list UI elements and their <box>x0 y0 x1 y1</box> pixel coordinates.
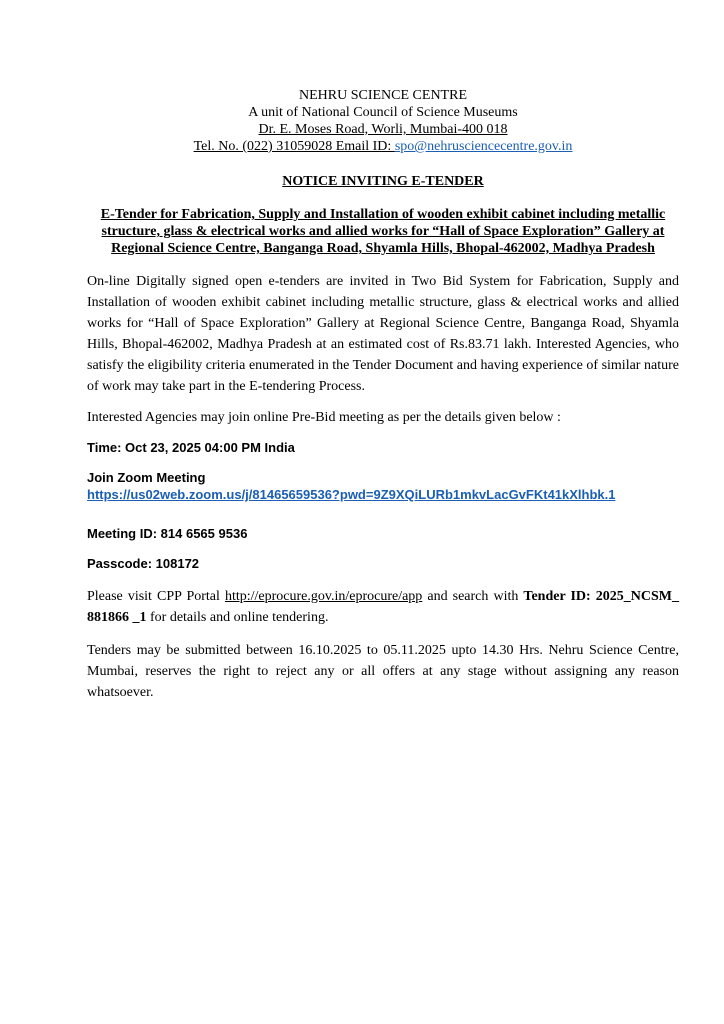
address-line: Dr. E. Moses Road, Worli, Mumbai-400 018 <box>258 122 508 137</box>
zoom-link[interactable]: https://us02web.zoom.us/j/81465659536?pwd=9Z9XQiLURb1mkvLacGvFKt41kXlhbk.1 <box>87 487 616 502</box>
meeting-passcode: Passcode: 108172 <box>87 556 200 571</box>
meeting-id: Meeting ID: 814 6565 9536 <box>87 526 248 541</box>
document-page <box>87 87 679 703</box>
unit-line: A unit of National Council of Science Museums <box>248 105 518 120</box>
cpp-prefix: Please visit CPP Portal <box>87 589 225 604</box>
tender-id: Tender ID: 2025_NCSM_ 881866 _1 <box>87 589 679 625</box>
cpp-paragraph <box>87 586 679 628</box>
cpp-suffix: for details and online tendering. <box>146 610 329 625</box>
meeting-time: Time: Oct 23, 2025 04:00 PM India <box>87 440 295 455</box>
cpp-portal-link[interactable]: http://eprocure.gov.in/eprocure/app <box>224 589 423 604</box>
notice-title: NOTICE INVITING E-TENDER <box>282 174 484 189</box>
letterhead <box>87 87 679 155</box>
tender-subject: E-Tender for Fabrication, Supply and Installation of wooden exhibit cabinet including metallic structure, glass & electrical works and allied works for “Hall of Space Exploration” Gallery at Regional Science Centre, Banganga Road, Shyamla Hills, Bhopal-462002, Madhya Pradesh <box>100 207 666 256</box>
prebid-intro: Interested Agencies may join online Pre-Bid meeting as per the details given below : <box>87 410 561 425</box>
org-name: NEHRU SCIENCE CENTRE <box>299 88 467 103</box>
cpp-middle: and search with <box>422 589 524 604</box>
contact-prefix: Tel. No. (022) 31059028 Email ID: <box>193 139 395 154</box>
submission-paragraph: Tenders may be submitted between 16.10.2025 to 05.11.2025 upto 14.30 Hrs. Nehru Science Centre, Mumbai, reserves the right to reject any or all offers at any stage without assigning any reason whatsoever. <box>87 643 679 700</box>
join-zoom-label: Join Zoom Meeting <box>87 470 206 485</box>
contact-line <box>87 138 679 155</box>
email-link[interactable]: spo@nehrusciencecentre.gov.in <box>394 139 573 154</box>
intro-paragraph: On-line Digitally signed open e-tenders are invited in Two Bid System for Fabrication, Supply and Installation of wooden exhibit cabinet including metallic structure, glass & electrical works and allied works for “Hall of Space Exploration” Gallery at Regional Science Centre, Banganga Road, Shyamla Hills, Bhopal-462002, Madhya Pradesh at an estimated cost of Rs.83.71 lakh. Interested Agencies, who satisfy the eligibility criteria enumerated in the Tender Document and having experience of similar nature of work may take part in the E-tendering Process. <box>87 274 679 394</box>
zoom-block <box>87 469 679 503</box>
